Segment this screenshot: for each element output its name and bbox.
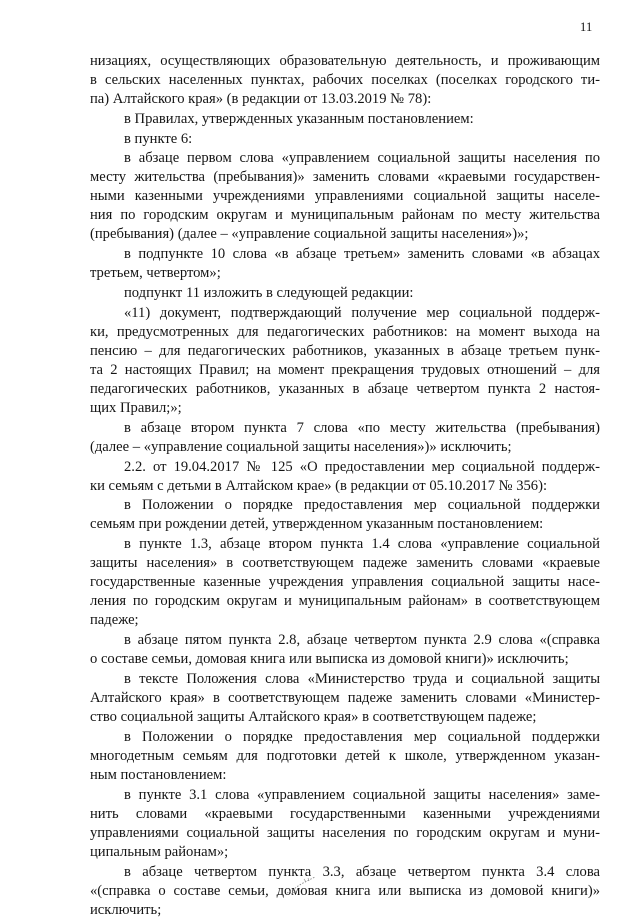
text-line: пенсию – для педагогических работников, указанных в абзаце третьем пунк- xyxy=(90,343,600,359)
text-line: в Положении о порядке предоставления мер социальной поддержки xyxy=(124,729,600,745)
text-line: многодетным семьям для подготовки детей к школе, утвержденном указан- xyxy=(90,748,600,764)
text-line: в абзаце втором пункта 7 слова «по месту жительства (пребывания) xyxy=(124,420,600,436)
text-line: исключить; xyxy=(90,902,162,918)
text-line: щих Правил;»; xyxy=(90,400,182,416)
text-line: в Правилах, утвержденных указанным постановлением: xyxy=(124,111,474,127)
text-line: низациях, осуществляющих образовательную деятельность, и проживающим xyxy=(90,53,600,69)
text-line: педагогических работников, указанных в абзаце четвертом пункта 2 настоя- xyxy=(90,381,600,397)
text-line: 2.2. от 19.04.2017 № 125 «О предоставлении мер социальной поддерж- xyxy=(124,459,600,475)
text-line: падеже; xyxy=(90,612,139,628)
text-line: (далее – «управление социальной защиты населения»)» исключить; xyxy=(90,439,512,455)
text-line: ния по городским округам и муниципальным районам по месту жительства xyxy=(90,207,600,223)
text-line: «(справка о составе семьи, домовая книга или выписка из домовой книги)» xyxy=(90,883,600,899)
text-line: нить словами «краевыми государственными казенными учреждениями xyxy=(90,806,600,822)
text-line: ления по городским округам и муниципальным районам» в соответствующем xyxy=(90,593,600,609)
text-line: в абзаце первом слова «управлением социальной защиты населения по xyxy=(124,150,600,166)
text-line: в пункте 1.3, абзаце втором пункта 1.4 слова «управление социальной xyxy=(124,536,600,552)
text-line: ципальным районам»; xyxy=(90,844,229,860)
text-line: в пункте 3.1 слова «управлением социальной защиты населения» заме- xyxy=(124,787,600,803)
text-line: ки семьям с детьми в Алтайском крае» (в редакции от 05.10.2017 № 356): xyxy=(90,478,548,494)
text-line: о составе семьи, домовая книга или выписка из домовой книги)» исключить; xyxy=(90,651,569,667)
text-line: управлениями социальной защиты населения по городским округам и муни- xyxy=(90,825,600,841)
stamp-mark xyxy=(284,874,318,896)
text-line: в сельских населенных пунктах, рабочих поселках (поселках городского ти- xyxy=(90,72,600,88)
text-line: ным постановлением: xyxy=(90,767,227,783)
text-line: месту жительства (пребывания)» заменить словами «краевыми государствен- xyxy=(90,169,600,185)
text-line: в абзаце четвертом пункта 3.3, абзаце четвертом пункта 3.4 слова xyxy=(124,864,600,880)
text-line: в Положении о порядке предоставления мер социальной поддержки xyxy=(124,497,600,513)
text-line: подпункт 11 изложить в следующей редакции: xyxy=(124,285,414,301)
text-line: в пункте 6: xyxy=(124,131,193,147)
page-number: 11 xyxy=(580,20,593,34)
text-line: ство социальной защиты Алтайского края» в соответствующем падеже; xyxy=(90,709,537,725)
text-line: (пребывания) (далее – «управление социальной защиты населения»)»; xyxy=(90,226,529,242)
text-line: защиты населения» в соответствующем падеже заменить словами «краевые xyxy=(90,555,600,571)
text-line: Алтайского края» в соответствующем падеже заменить словами «Министер- xyxy=(90,690,600,706)
text-line: в подпункте 10 слова «в абзаце третьем» заменить словами «в абзацах xyxy=(124,246,600,262)
text-line: государственные казенные учреждения управления социальной защиты насе- xyxy=(90,574,600,590)
text-line: та 2 настоящих Правил; на момент прекращения трудовых отношений – для xyxy=(90,362,600,378)
text-line: ки, предусмотренных для педагогических работников: на момент выхода на xyxy=(90,324,600,340)
text-line: третьем, четвертом»; xyxy=(90,265,221,281)
text-line: в тексте Положения слова «Министерство труда и социальной защиты xyxy=(124,671,600,687)
text-line: па) Алтайского края» (в редакции от 13.03.2019 № 78): xyxy=(90,91,432,107)
text-line: семьям при рождении детей, утвержденном указанным постановлением: xyxy=(90,516,544,532)
text-line: ными казенными учреждениями управлениями социальной защиты населе- xyxy=(90,188,600,204)
text-line: «11) документ, подтверждающий получение мер социальной поддерж- xyxy=(124,305,600,321)
text-line: в абзаце пятом пункта 2.8, абзаце четвертом пункта 2.9 слова «(справка xyxy=(124,632,600,648)
